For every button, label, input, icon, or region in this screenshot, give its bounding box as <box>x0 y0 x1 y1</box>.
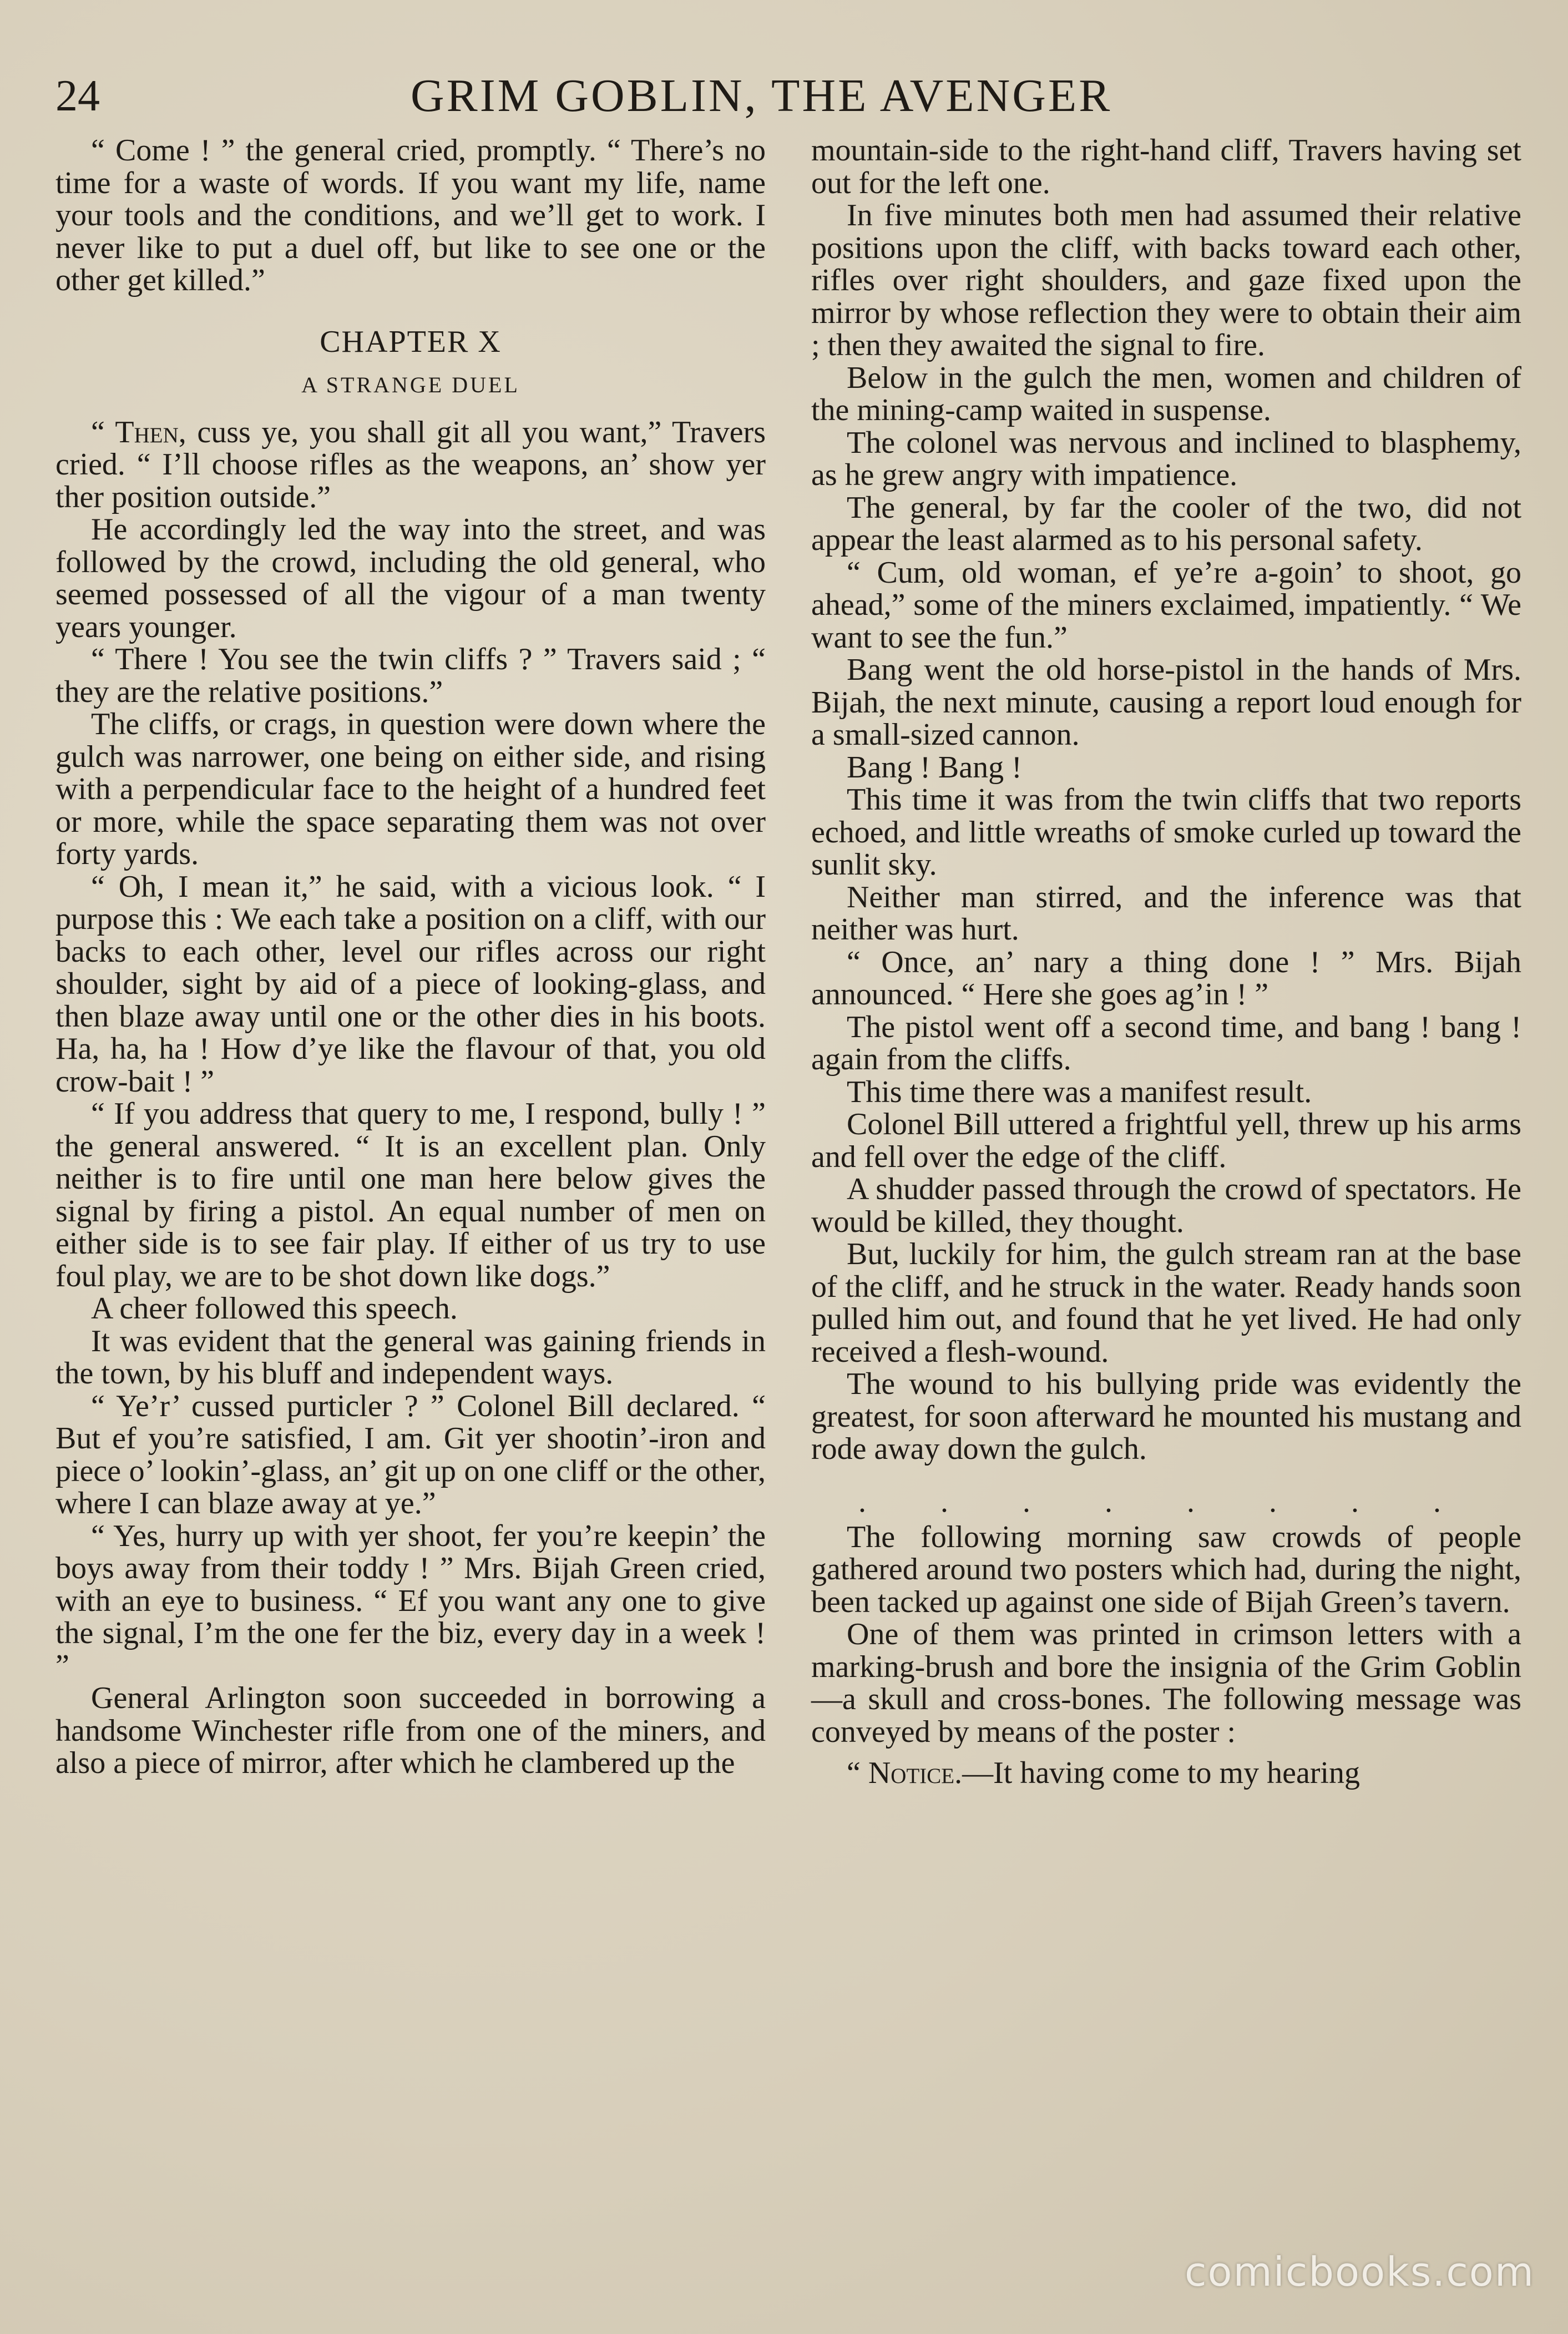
paragraph: mountain-side to the right-hand cliff, Travers having set out for the left one. <box>811 133 1521 200</box>
paragraph: “ Ye’r’ cussed purticler ? ” Colonel Bill declared. “ But ef you’re satisfied, I am. Git yer shootin’-iron and piece o’ lookin’-glass, an’ git up on one cliff or the other, where I can blaze away at ye.” <box>55 1388 766 1520</box>
lead-word: “ Notice. <box>847 1756 963 1790</box>
paragraph <box>55 416 766 514</box>
paragraph: The cliffs, or crags, in question were down where the gulch was narrower, one being on either side, and rising with a perpendicular face to the height of a hundred feet or more, while the space separating them was not over forty yards. <box>55 707 766 871</box>
paragraph: “ Cum, old woman, ef ye’re a-goin’ to shoot, go ahead,” some of the miners exclaimed, impatiently. “ We want to see the fun.” <box>811 555 1521 655</box>
paragraph: General Arlington soon succeeded in borrowing a handsome Winchester rifle from one of the miners, and also a piece of mirror, after which he clambered up the <box>55 1681 766 1780</box>
paragraph: “ Once, an’ nary a thing done ! ” Mrs. Bijah announced. “ Here she goes ag’in ! ” <box>811 944 1521 1012</box>
paragraph: This time it was from the twin cliffs that two reports echoed, and little wreaths of smoke curled up toward the sunlit sky. <box>811 782 1521 882</box>
paragraph: “ There ! You see the twin cliffs ? ” Travers said ; “ they are the relative positions.” <box>55 642 766 709</box>
paragraph: This time there was a manifest result. <box>847 1074 1312 1109</box>
paragraph: “ Come ! ” the general cried, promptly. “ There’s no time for a waste of words. If you want my life, name your tools and the conditions, and we’ll get to work. I never like to put a duel off, but like to see one or the other get killed.” <box>55 133 766 297</box>
paragraph: Bang ! Bang ! <box>847 750 1022 785</box>
paragraph: A shudder passed through the crowd of spectators. He would be killed, they thought. <box>811 1172 1521 1239</box>
paragraph: Below in the gulch the men, women and children of the mining-camp waited in suspense. <box>811 360 1521 427</box>
paragraph: “ If you address that query to me, I respond, bully ! ” the general answered. “ It is an excellent plan. Only neither is to fire until one man here below gives the signal by firing a pistol. An equal number of men on either side is to see fair play. If either of us try to use foul play, we are to be shot down like dogs.” <box>55 1097 766 1294</box>
paragraph: The general, by far the cooler of the two, did not appear the least alarmed as to his personal safety. <box>811 490 1521 557</box>
chapter-subtitle: A STRANGE DUEL <box>301 372 520 397</box>
paragraph: “ Oh, I mean it,” he said, with a vicious look. “ I purpose this : We each take a position on a cliff, with our backs to each other, level our rifles across our right shoulder, sight by aid of a piece of looking-glass, and then blaze away until one or the other dies in his boots. Ha, ha, ha ! How d’ye like the flavour of that, you old crow-bait ! ” <box>55 869 766 1099</box>
lead-word: “ Then, <box>91 415 186 449</box>
paragraph: The wound to his bullying pride was evidently the greatest, for soon afterward he mounted his mustang and rode away down the gulch. <box>811 1367 1521 1466</box>
paragraph: But, luckily for him, the gulch stream ran at the base of the cliff, and he struck in the water. Ready hands soon pulled him out, and found that he yet lived. He had only received a flesh-wound. <box>811 1237 1521 1369</box>
paragraph <box>811 1757 1521 1790</box>
running-head: GRIM GOBLIN, THE AVENGER <box>411 70 1112 122</box>
paragraph: The pistol went off a second time, and bang ! bang ! again from the cliffs. <box>811 1009 1521 1077</box>
right-column <box>811 134 1521 1790</box>
paragraph-text: cuss ye, you shall git all you want,” Travers cried. “ I’ll choose rifles as the weapons, an’ show yer ther position outside.” <box>55 415 766 514</box>
paragraph: Bang went the old horse-pistol in the hands of Mrs. Bijah, the next minute, causing a report loud enough for a small-sized cannon. <box>811 653 1521 752</box>
paragraph: The following morning saw crowds of people gathered around two posters which had, during the night, been tacked up against one side of Bijah Green’s tavern. <box>811 1519 1521 1619</box>
paragraph-text: —It having come to my hearing <box>962 1756 1360 1790</box>
paragraph: Colonel Bill uttered a frightful yell, threw up his arms and fell over the edge of the cliff. <box>811 1107 1521 1174</box>
paragraph: The colonel was nervous and inclined to blasphemy, as he grew angry with impatience. <box>811 425 1521 492</box>
paragraph: “ Yes, hurry up with yer shoot, fer you’re keepin’ the boys away from their toddy ! ” Mrs. Bijah Green cried, with an eye to business. “ Ef you want any one to give the signal, I’m the one fer the biz, every day in a week ! ” <box>55 1518 766 1683</box>
left-column <box>55 134 766 1780</box>
paragraph: A cheer followed this speech. <box>91 1291 458 1326</box>
paragraph: In five minutes both men had assumed their relative positions upon the cliff, with backs toward each other, rifles over right shoulders, and gaze fixed upon the mirror by whose reflection they were to obtain their aim ; then they awaited the signal to fire. <box>811 198 1521 362</box>
site-watermark: comicbooks.com <box>1184 2249 1535 2295</box>
chapter-title: CHAPTER X <box>320 324 502 359</box>
paragraph: He accordingly led the way into the street, and was followed by the crowd, including the old general, who seemed possessed of all the vigour of a man twenty years younger. <box>55 512 766 644</box>
paragraph: Neither man stirred, and the inference was that neither was hurt. <box>811 880 1521 947</box>
section-break-dots: . . . . . . . . <box>858 1484 1474 1519</box>
paragraph: It was evident that the general was gaining friends in the town, by his bluff and independent ways. <box>55 1323 766 1391</box>
page-header <box>55 65 1526 127</box>
paragraph: One of them was printed in crimson letters with a marking-brush and bore the insignia of the Grim Goblin—a skull and cross-bones. The following message was conveyed by means of the poster : <box>811 1617 1521 1749</box>
page-number: 24 <box>55 72 100 120</box>
